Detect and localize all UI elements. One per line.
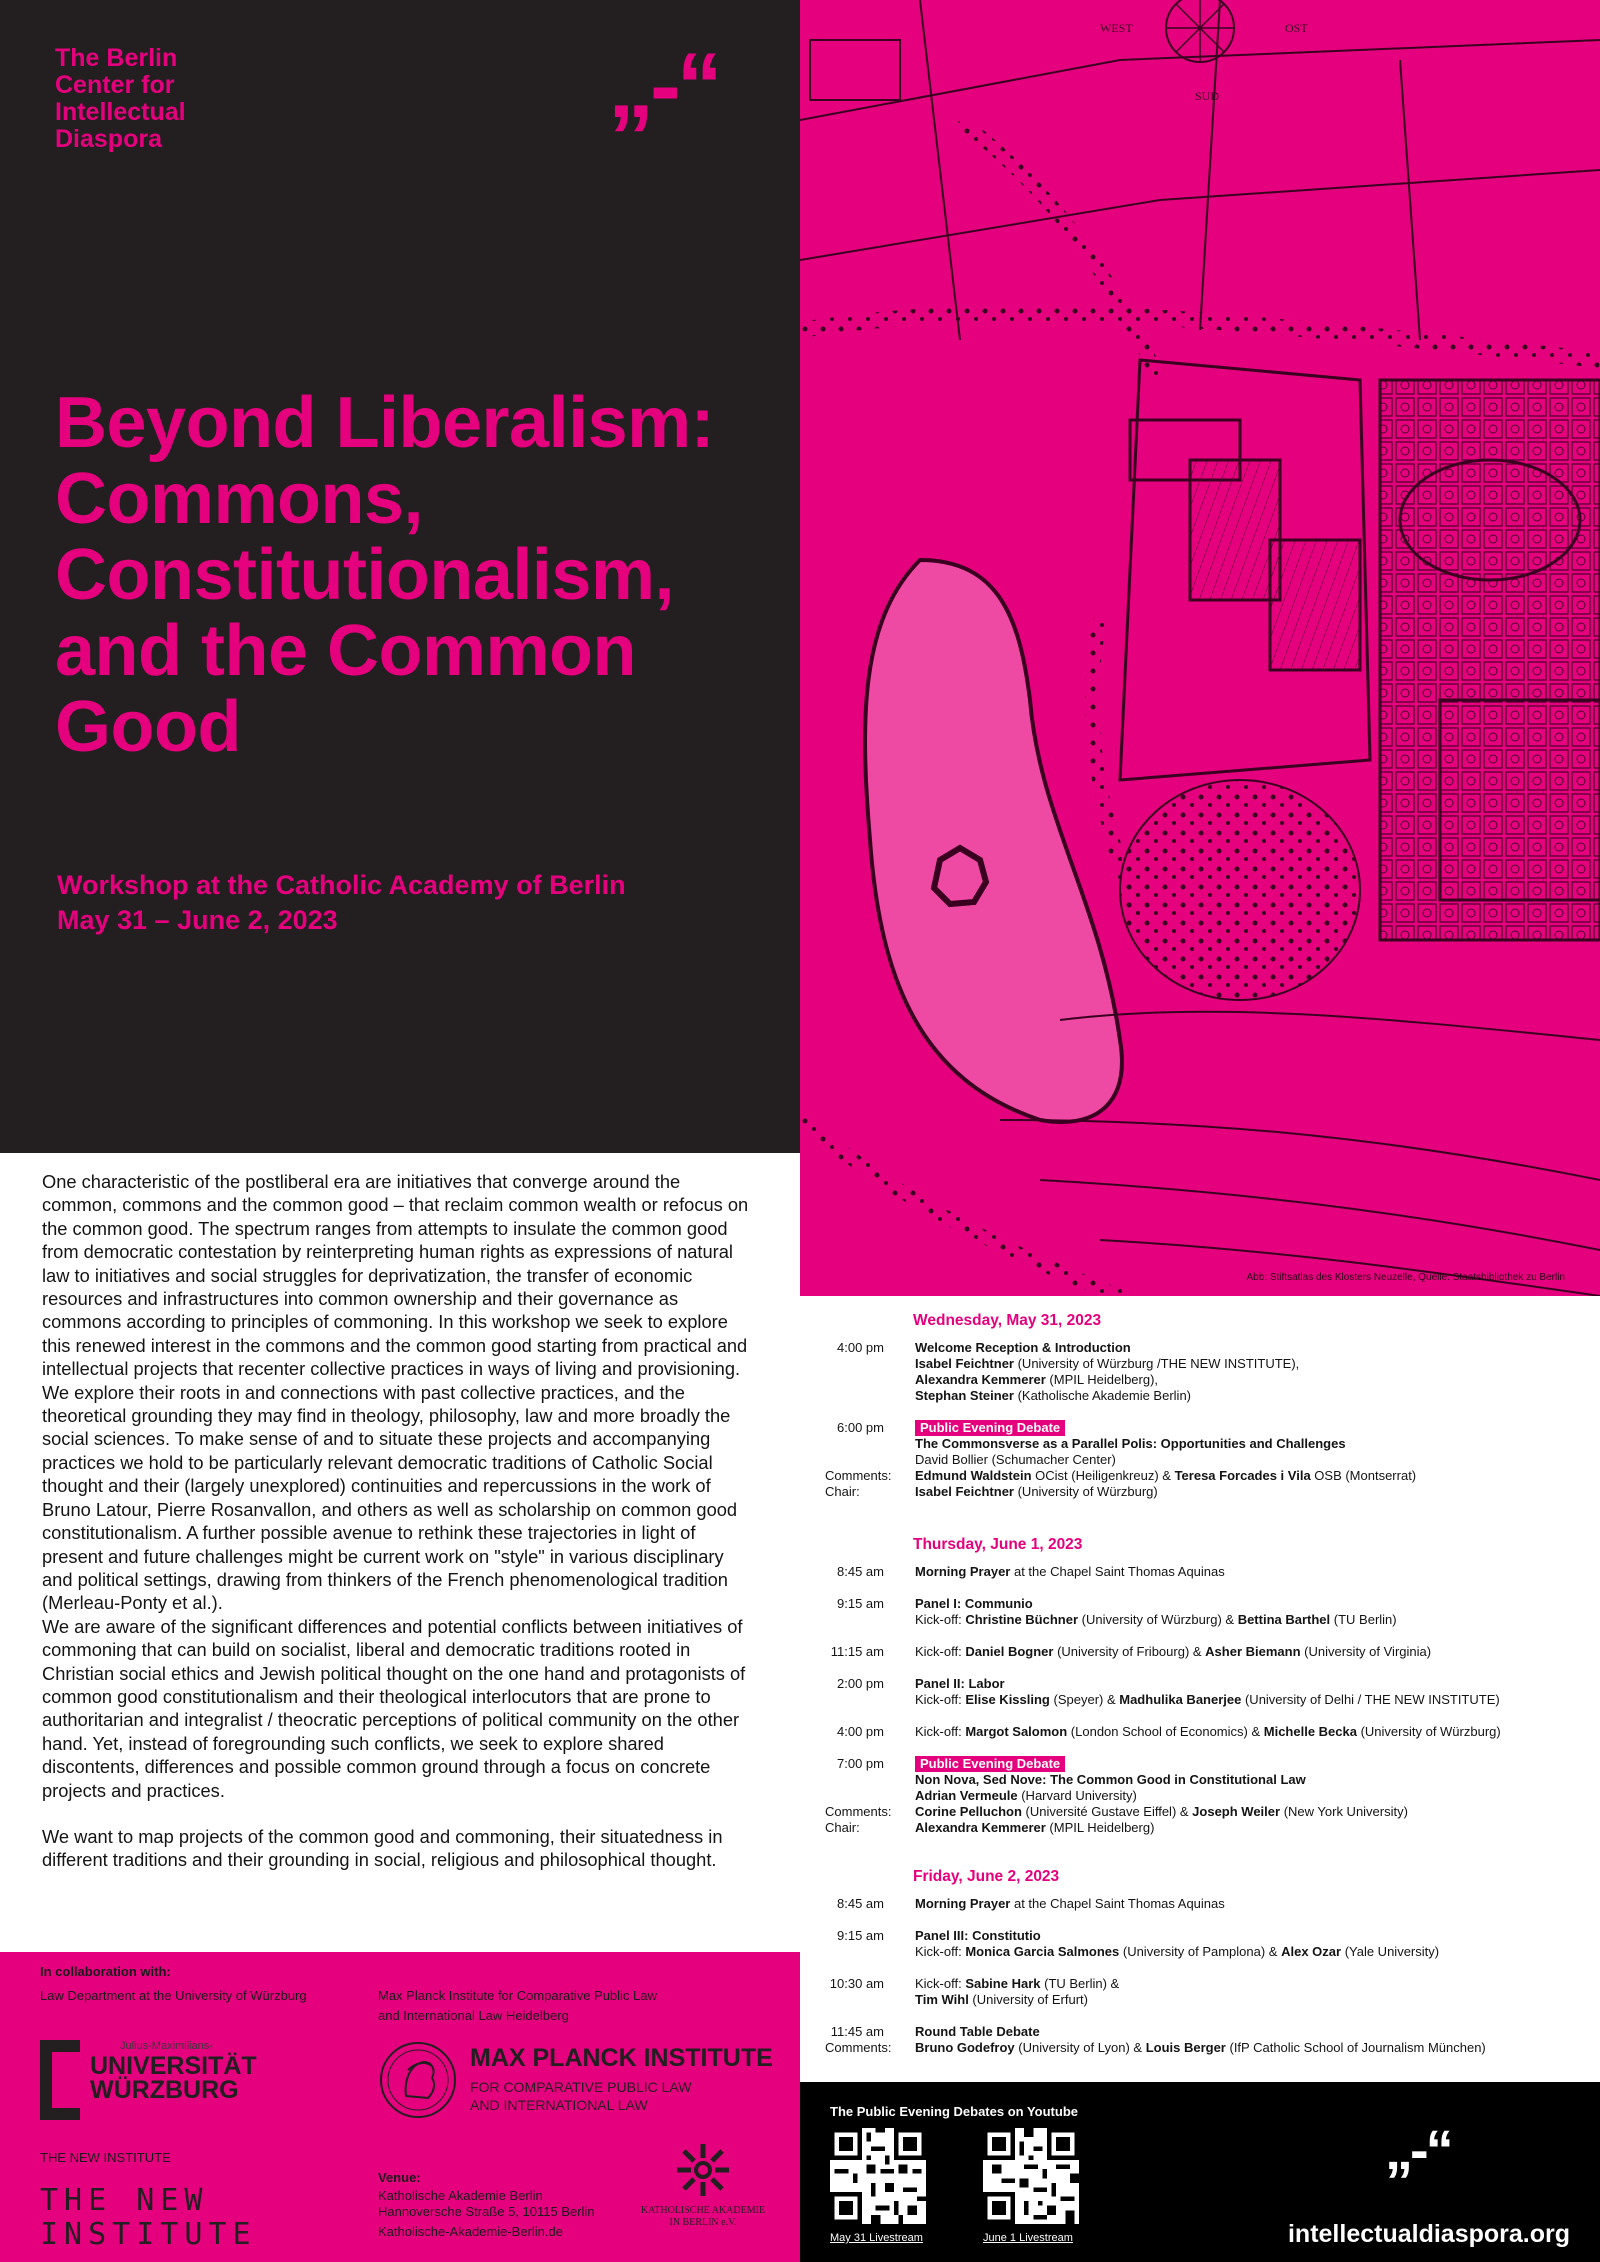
item-time: 10:30 am [829, 1976, 884, 1991]
chair: Alexandra Kemmerer [915, 1820, 1046, 1835]
qr-code-may31[interactable] [830, 2128, 926, 2224]
comments-label: Comments: [825, 1804, 892, 1819]
speaker: Bruno Godefroy [915, 2040, 1015, 2055]
event-subtitle: Workshop at the Catholic Academy of Berlin May 31 – June 2, 2023 [57, 870, 626, 935]
svg-text:SUD: SUD [1195, 89, 1220, 103]
item-title: Panel II: Labor [915, 1676, 1005, 1691]
venue-label: Venue: [378, 2170, 421, 2185]
item-body [915, 1896, 1595, 1912]
day-heading-2: Thursday, June 1, 2023 [913, 1536, 1083, 1553]
speaker: Tim Wihl [915, 1992, 969, 2007]
item-title: Morning Prayer [915, 1896, 1011, 1911]
youtube-heading: The Public Evening Debates on Youtube [830, 2104, 1078, 2119]
affiliation: (Université Gustave Eiffel) & [1021, 1804, 1193, 1819]
map-illustration [800, 0, 1600, 1296]
qr-code-june1[interactable] [983, 2128, 1079, 2224]
affiliation: (University of Würzburg) & [1078, 1612, 1238, 1627]
affiliation: (Harvard University) [1017, 1788, 1137, 1803]
affiliation: (Katholische Akademie Berlin) [1013, 1388, 1191, 1403]
item-body [915, 1340, 1595, 1404]
kickoff-label: Kick-off: [915, 1644, 966, 1659]
speaker: Edmund Waldstein [915, 1468, 1032, 1483]
qr-caption-may31[interactable]: May 31 Livestream [830, 2232, 923, 2244]
affiliation: OCist (Heiligenkreuz) & [1031, 1468, 1175, 1483]
historic-map-image [800, 0, 1600, 1296]
affiliation: (MPIL Heidelberg) [1045, 1820, 1155, 1835]
speaker: Margot Salomon [965, 1724, 1068, 1739]
affiliation: (University of Pamplona) & [1119, 1944, 1282, 1959]
item-body [915, 1976, 1595, 2008]
item-body [915, 1420, 1595, 1500]
org-quote-logo: „-“ [608, 35, 719, 137]
affiliation: OSB (Montserrat) [1310, 1468, 1417, 1483]
item-time: 8:45 am [837, 1896, 884, 1911]
speaker: Alex Ozar [1281, 1944, 1342, 1959]
kickoff-label: Kick-off: [915, 1944, 966, 1959]
speaker: Corine Pelluchon [915, 1804, 1022, 1819]
affiliation: (University of Fribourg) & [1053, 1644, 1206, 1659]
item-time: 2:00 pm [837, 1676, 884, 1691]
footer-quote-logo: „-“ [1385, 2118, 1451, 2181]
ka-star-icon [673, 2140, 733, 2200]
hero-panel [0, 0, 800, 1153]
affiliation: (University of Erfurt) [968, 1992, 1088, 2007]
wuerzburg-label: Law Department at the University of Würzburg [40, 1988, 307, 2003]
partners-panel [0, 1952, 800, 2262]
speaker: Stephan Steiner [915, 1388, 1014, 1403]
speaker: Teresa Forcades i Vila [1174, 1468, 1311, 1483]
affiliation: (University of Würzburg) [1013, 1484, 1158, 1499]
affiliation: (Speyer) & [1049, 1692, 1120, 1707]
speaker: Adrian Vermeule [915, 1788, 1018, 1803]
wuerzburg-small-text: Julius-Maximilians- [120, 2040, 213, 2052]
collab-label: In collaboration with: [40, 1964, 171, 1979]
item-detail: at the Chapel Saint Thomas Aquinas [1010, 1564, 1225, 1579]
item-time: 11:15 am [830, 1644, 884, 1659]
item-time: 6:00 pm [837, 1420, 884, 1435]
item-body [915, 1928, 1595, 1960]
affiliation: (Yale University) [1341, 1944, 1440, 1959]
item-title: Non Nova, Sed Nove: The Common Good in Constitutional Law [915, 1772, 1306, 1787]
speaker: Michelle Becka [1263, 1724, 1357, 1739]
item-time: 8:45 am [837, 1564, 884, 1579]
item-body [915, 1644, 1595, 1660]
item-body [915, 1676, 1595, 1708]
speaker: Joseph Weiler [1192, 1804, 1281, 1819]
item-time: 4:00 pm [837, 1724, 884, 1739]
katholische-akademie-logo [638, 2140, 768, 2229]
intro-paragraph-2: We want to map projects of the common good and commoning, their situatedness in different traditions and their grounding in social, religious and philosophical thought. [42, 1825, 723, 1871]
item-time: 11:45 am [830, 2024, 884, 2039]
public-debate-badge: Public Evening Debate [915, 1420, 1065, 1436]
item-title: Round Table Debate [915, 2024, 1040, 2039]
speaker: Monica Garcia Salmones [965, 1944, 1120, 1959]
item-body [915, 2024, 1595, 2056]
kickoff-label: Kick-off: [915, 1724, 966, 1739]
affiliation: (University of Virginia) [1300, 1644, 1432, 1659]
day-heading-3: Friday, June 2, 2023 [913, 1868, 1060, 1885]
minerva-seal-icon [378, 2040, 458, 2120]
speaker: Asher Biemann [1205, 1644, 1301, 1659]
chair: Isabel Feichtner [915, 1484, 1014, 1499]
kickoff-label: Kick-off: [915, 1976, 966, 1991]
affiliation: (IfP Catholic School of Journalism München) [1225, 2040, 1486, 2055]
item-time: 7:00 pm [837, 1756, 884, 1771]
kickoff-label: Kick-off: [915, 1692, 966, 1707]
item-body [915, 1596, 1595, 1628]
speaker: Sabine Hark [965, 1976, 1041, 1991]
item-body [915, 1564, 1595, 1580]
comments-label: Comments: [825, 1468, 892, 1483]
speaker: Elise Kissling [965, 1692, 1050, 1707]
affiliation: (TU Berlin) [1330, 1612, 1397, 1627]
speaker: David Bollier (Schumacher Center) [915, 1452, 1116, 1467]
speaker: Isabel Feichtner [915, 1356, 1014, 1371]
intro-paragraph-1: One characteristic of the postliberal era are initiatives that converge around the common, commons and the common good – that reclaim common wealth or refocus on the common good. The spectrum ranges from attempts to insulate the common good from democratic contestation by reinterpreting human rights as expressions of natural law to initiatives and social struggles for deprivatization, the transfer of economic resources and infrastructures into common ownership and their governance as commons according to principles of commoning. In this workshop we seek to explore this renewed interest in the commons and the common good starting from practical and intellectual projects that recenter collective practices in ways of living and provisioning. We explore their roots in and connections with past collective practices, and the theoretical grounding they may find in theology, philosophy, law and more broadly the social sciences. To make sense of and to situate these projects and accompanying practices we hold to be particularly relevant democratic traditions of Catholic Social thought and their (largely unexplored) continuities and repercussions in the work of Bruno Latour, Pierre Rosanvallon, and others as well as scholarship on common good constitutionalism. A further possible avenue to rethink these trajectories in light of present and future challenges might be current work on "style" in various disciplinary and political settings, drawing from thinkers of the French phenomenological tradition (Merleau-Ponty et al.). We are aware of the significant differences and potential conflicts between initiatives of commoning that can build on socialist, liberal and democratic traditions rooted in Christian social ethics and Jewish political thought on the one hand and protagonists of common good constitutionalism and their theological interlocutors that are prone to authoritarian and integralist / theocratic perceptions of political community on the other hand. Yet, instead of foregrounding such conflicts, we seek to explore shared discontents, differences and possible common ground through a focus on concrete projects and practices. [42, 1171, 749, 1801]
footer-bar [800, 2082, 1600, 2262]
item-title: The Commonsverse as a Parallel Polis: Opportunities and Challenges [915, 1436, 1346, 1451]
wuerzburg-bracket-icon [40, 2040, 80, 2120]
affiliation: (University of Lyon) & [1014, 2040, 1146, 2055]
chair-label: Chair: [825, 1820, 860, 1835]
page-title: Beyond Liberalism: Commons, Constitutionalism, and the Common Good [55, 383, 715, 767]
affiliation: (TU Berlin) & [1040, 1976, 1120, 1991]
item-time: 9:15 am [837, 1928, 884, 1943]
affiliation: (MPIL Heidelberg), [1045, 1372, 1159, 1387]
speaker: Madhulika Banerjee [1119, 1692, 1242, 1707]
ka-name: KATHOLISCHE AKADEMIE IN BERLIN e.V. [640, 2205, 766, 2228]
comments-label: Comments: [825, 2040, 892, 2055]
item-title: Welcome Reception & Introduction [915, 1340, 1131, 1355]
kickoff-label: Kick-off: [915, 1612, 966, 1627]
org-name: The Berlin Center for Intellectual Diaspora [55, 44, 186, 153]
speaker: Louis Berger [1145, 2040, 1226, 2055]
venue-address: Katholische Akademie Berlin Hannoversche Straße 5, 10115 Berlin [378, 2188, 595, 2219]
speaker: Alexandra Kemmerer [915, 1372, 1046, 1387]
map-caption: Abb: Stiftsatlas des Klosters Neuzelle, Quelle: Staatsbibliothek zu Berlin [1246, 1272, 1565, 1283]
speaker: Bettina Barthel [1237, 1612, 1331, 1627]
affiliation: (University of Würzburg) [1356, 1724, 1501, 1739]
new-institute-label: THE NEW INSTITUTE [40, 2150, 171, 2165]
qr-caption-june1[interactable]: June 1 Livestream [983, 2232, 1073, 2244]
new-institute-logo: THE NEW INSTITUTE [40, 2183, 257, 2252]
mpi-label: Max Planck Institute for Comparative Public Law and International Law Heidelberg [378, 1988, 657, 2023]
item-title: Morning Prayer [915, 1564, 1011, 1579]
item-title: Panel III: Constitutio [915, 1928, 1041, 1943]
website-link[interactable]: intellectualdiaspora.org [1287, 2220, 1570, 2248]
svg-text:OST: OST [1285, 21, 1308, 35]
wuerzburg-logo [40, 2040, 257, 2122]
qr-code-icon [830, 2128, 926, 2224]
chair-label: Chair: [825, 1484, 860, 1499]
day-heading-1: Wednesday, May 31, 2023 [913, 1312, 1102, 1329]
affiliation: (University of Würzburg /THE NEW INSTITUTE), [1013, 1356, 1300, 1371]
svg-text:WEST: WEST [1100, 21, 1133, 35]
affiliation: (University of Delhi / THE NEW INSTITUTE) [1241, 1692, 1500, 1707]
intro-text [42, 1170, 757, 1872]
speaker: Daniel Bogner [965, 1644, 1054, 1659]
affiliation: (London School of Economics) & [1067, 1724, 1264, 1739]
affiliation: (New York University) [1280, 1804, 1408, 1819]
mpi-name: MAX PLANCK INSTITUTE [470, 2044, 773, 2072]
item-title: Panel I: Communio [915, 1596, 1033, 1611]
item-detail: at the Chapel Saint Thomas Aquinas [1010, 1896, 1225, 1911]
public-debate-badge: Public Evening Debate [915, 1756, 1065, 1772]
venue-url[interactable]: Katholische-Akademie-Berlin.de [378, 2224, 563, 2239]
qr-code-icon [983, 2128, 1079, 2224]
item-body [915, 1756, 1595, 1836]
item-time: 4:00 pm [837, 1340, 884, 1355]
item-time: 9:15 am [837, 1596, 884, 1611]
speaker: Christine Büchner [965, 1612, 1079, 1627]
mpi-subtitle: FOR COMPARATIVE PUBLIC LAW AND INTERNATIONAL LAW [470, 2079, 692, 2113]
item-body [915, 1724, 1595, 1740]
wuerzburg-name: UNIVERSITÄT WÜRZBURG [90, 2052, 257, 2104]
